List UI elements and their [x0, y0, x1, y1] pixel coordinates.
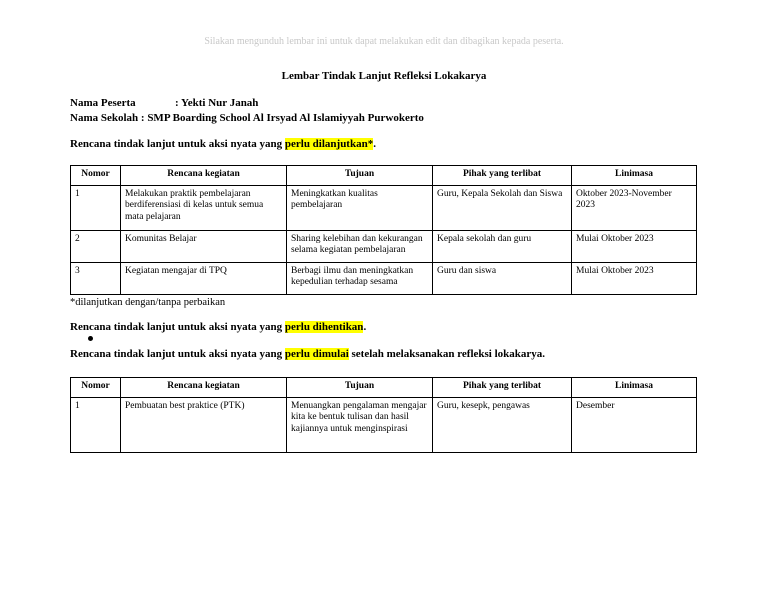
cell-rencana: Melakukan praktik pembelajaran berdiferensiasi di kelas untuk semua mata pelajaran	[121, 186, 287, 231]
section-start-heading	[70, 348, 545, 360]
cell-pihak: Guru, kesepk, pengawas	[433, 398, 572, 453]
section-continue-heading	[70, 138, 376, 150]
document-title: Lembar Tindak Lanjut Refleksi Lokakarya	[281, 70, 487, 82]
section-stop-suffix: .	[363, 321, 367, 333]
header-nomor: Nomor	[71, 166, 121, 186]
cell-linimasa: Mulai Oktober 2023	[572, 231, 697, 263]
section-continue-suffix: .	[373, 138, 376, 150]
participant-label: Nama Peserta	[70, 97, 136, 109]
cell-nomor: 2	[71, 231, 121, 263]
cell-tujuan: Berbagi ilmu dan meningkatkan kepedulian terhadap sesama	[287, 263, 433, 295]
bullet-point	[88, 336, 93, 341]
school-line	[70, 112, 424, 124]
cell-linimasa: Desember	[572, 398, 697, 453]
table-row	[71, 398, 697, 453]
header-linimasa: Linimasa	[572, 378, 697, 398]
table-header-row	[71, 378, 697, 398]
school-label: Nama Sekolah	[70, 112, 139, 124]
header-tujuan: Tujuan	[287, 378, 433, 398]
table-row	[71, 263, 697, 295]
header-nomor: Nomor	[71, 378, 121, 398]
header-tujuan: Tujuan	[287, 166, 433, 186]
header-rencana-kegiatan: Rencana kegiatan	[121, 166, 287, 186]
table-row	[71, 231, 697, 263]
cell-tujuan: Meningkatkan kualitas pembelajaran	[287, 186, 433, 231]
school-value: : SMP Boarding School Al Irsyad Al Islamiyyah Purwokerto	[140, 112, 424, 124]
cell-nomor: 3	[71, 263, 121, 295]
header-pihak-terlibat: Pihak yang terlibat	[433, 378, 572, 398]
participant-line	[70, 97, 258, 109]
section-start-suffix: setelah melaksanakan refleksi lokakarya.	[348, 348, 546, 360]
cell-nomor: 1	[71, 398, 121, 453]
header-linimasa: Linimasa	[572, 166, 697, 186]
cell-linimasa: Oktober 2023-November 2023	[572, 186, 697, 231]
cell-pihak: Guru dan siswa	[433, 263, 572, 295]
start-plan-table	[70, 377, 697, 453]
participant-value: : Yekti Nur Janah	[175, 97, 259, 109]
cell-rencana: Pembuatan best praktice (PTK)	[121, 398, 287, 453]
continue-plan-table	[70, 165, 697, 295]
header-rencana-kegiatan: Rencana kegiatan	[121, 378, 287, 398]
section-stop-prefix: Rencana tindak lanjut untuk aksi nyata yang	[70, 321, 285, 333]
table-header-row	[71, 166, 697, 186]
cell-pihak: Kepala sekolah dan guru	[433, 231, 572, 263]
section-stop-heading	[70, 321, 366, 333]
cell-tujuan: Menuangkan pengalaman mengajar kita ke bentuk tulisan dan hasil kajiannya untuk menginspirasi	[287, 398, 433, 453]
section-continue-prefix: Rencana tindak lanjut untuk aksi nyata yang	[70, 138, 285, 150]
cell-rencana: Komunitas Belajar	[121, 231, 287, 263]
footnote: *dilanjutkan dengan/tanpa perbaikan	[70, 297, 226, 308]
section-start-highlight: perlu dimulai	[284, 348, 349, 360]
cell-pihak: Guru, Kepala Sekolah dan Siswa	[433, 186, 572, 231]
table-row	[71, 186, 697, 231]
cell-tujuan: Sharing kelebihan dan kekurangan selama kegiatan pembelajaran	[287, 231, 433, 263]
header-pihak-terlibat: Pihak yang terlibat	[433, 166, 572, 186]
section-start-prefix: Rencana tindak lanjut untuk aksi nyata yang	[70, 348, 285, 360]
top-note: Silakan mengunduh lembar ini untuk dapat melakukan edit dan dibagikan kepada peserta.	[204, 36, 564, 47]
section-stop-highlight: perlu dihentikan	[284, 321, 364, 333]
section-continue-highlight: perlu dilanjutkan*	[284, 138, 374, 150]
cell-linimasa: Mulai Oktober 2023	[572, 263, 697, 295]
cell-nomor: 1	[71, 186, 121, 231]
cell-rencana: Kegiatan mengajar di TPQ	[121, 263, 287, 295]
